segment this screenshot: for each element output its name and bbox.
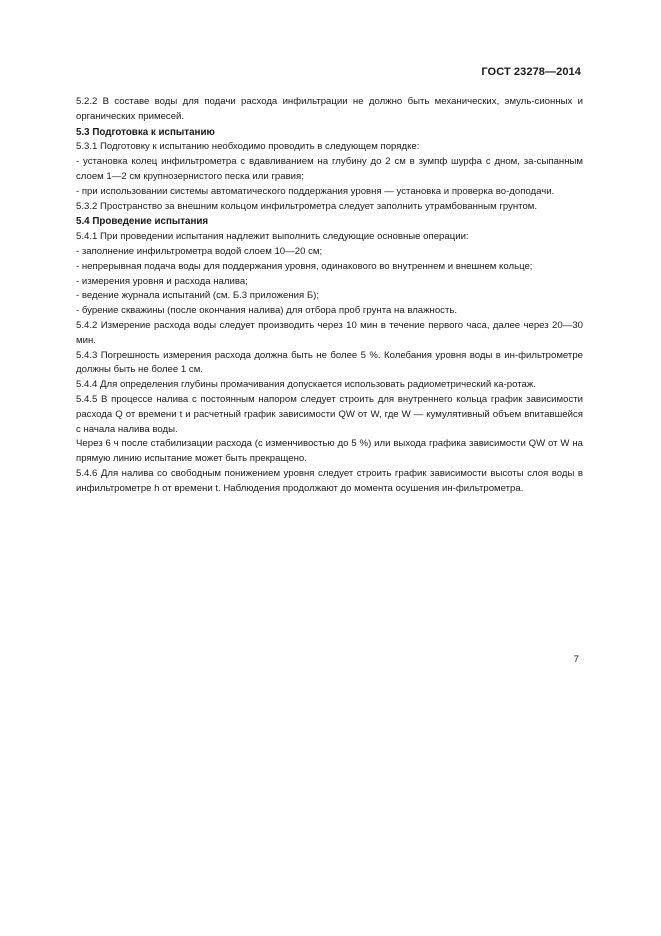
list-item: - измерения уровня и расхода налива;: [76, 275, 248, 287]
paragraph-5-4-1: 5.4.1 При проведении испытания надлежит выполнить следующие основные операции:: [76, 231, 469, 243]
list-item: - заполнение инфильтрометра водой слоем 10—20 см;: [76, 245, 323, 257]
document-standard-id: ГОСТ 23278—2014: [481, 66, 581, 78]
list-item: - непрерывная подача воды для поддержания уровня, одинакового во внутреннем и внешнем кольце;: [76, 260, 533, 272]
paragraph-5-3-2: 5.3.2 Пространство за внешним кольцом инфильтрометра следует заполнить утрамбованным грунтом.: [76, 200, 538, 212]
list-item: - установка колец инфильтрометра с вдавливанием на глубину до 2 см в зумпф шурфа с дном, за-сыпанным слоем 1—2 см крупнозернистого песка или гравия;: [76, 156, 583, 182]
heading-5-4: 5.4 Проведение испытания: [76, 216, 209, 228]
page-number: 7: [573, 654, 579, 665]
document-body: [76, 95, 583, 497]
heading-5-3: 5.3 Подготовка к испытанию: [76, 126, 215, 138]
paragraph-5-4-5: 5.4.5 В процессе налива с постоянным напором следует строить для внутреннего кольца график зависимости расхода Q от времени t и расчетный график зависимости QW от W, где W — кумулятивный объем впитавшейся с начала налива воды.: [76, 393, 583, 435]
paragraph-5-2-2: 5.2.2 В составе воды для подачи расхода инфильтрации не должно быть механических, эмуль-сионных и органических примесей.: [76, 96, 583, 122]
paragraph-5-4-2: 5.4.2 Измерение расхода воды следует производить через 10 мин в течение первого часа, далее через 20—30 мин.: [76, 319, 583, 346]
paragraph-5-3-1: 5.3.1 Подготовку к испытанию необходимо проводить в следующем порядке:: [76, 141, 420, 153]
paragraph-5-4-4: 5.4.4 Для определения глубины промачивания допускается использовать радиометрический ка-ротаж.: [76, 379, 536, 391]
list-item: - бурение скважины (после окончания налива) для отбора проб грунта на влажность.: [76, 305, 458, 317]
list-item: - при использовании системы автоматического поддержания уровня — установка и проверка во-доподачи.: [76, 185, 555, 197]
paragraph-5-4-5-cont: Через 6 ч после стабилизации расхода (с изменчивостью до 5 %) или выхода графика зависимости QW от W на прямую линию испытание может быть прекращено.: [76, 438, 583, 465]
list-item: - ведение журнала испытаний (см. Б.3 приложения Б);: [76, 290, 320, 302]
paragraph-5-4-3: 5.4.3 Погрешность измерения расхода должна быть не более 5 %. Колебания уровня воды в ин-фильтрометре должны быть не более 1 см.: [76, 349, 583, 376]
paragraph-5-4-6: 5.4.6 Для налива со свободным понижением уровня следует строить график зависимости высоты слоя воды в инфильтрометре h от времени t. Наблюдения продолжают до момента осушения ин-фильтрометра.: [76, 467, 583, 494]
